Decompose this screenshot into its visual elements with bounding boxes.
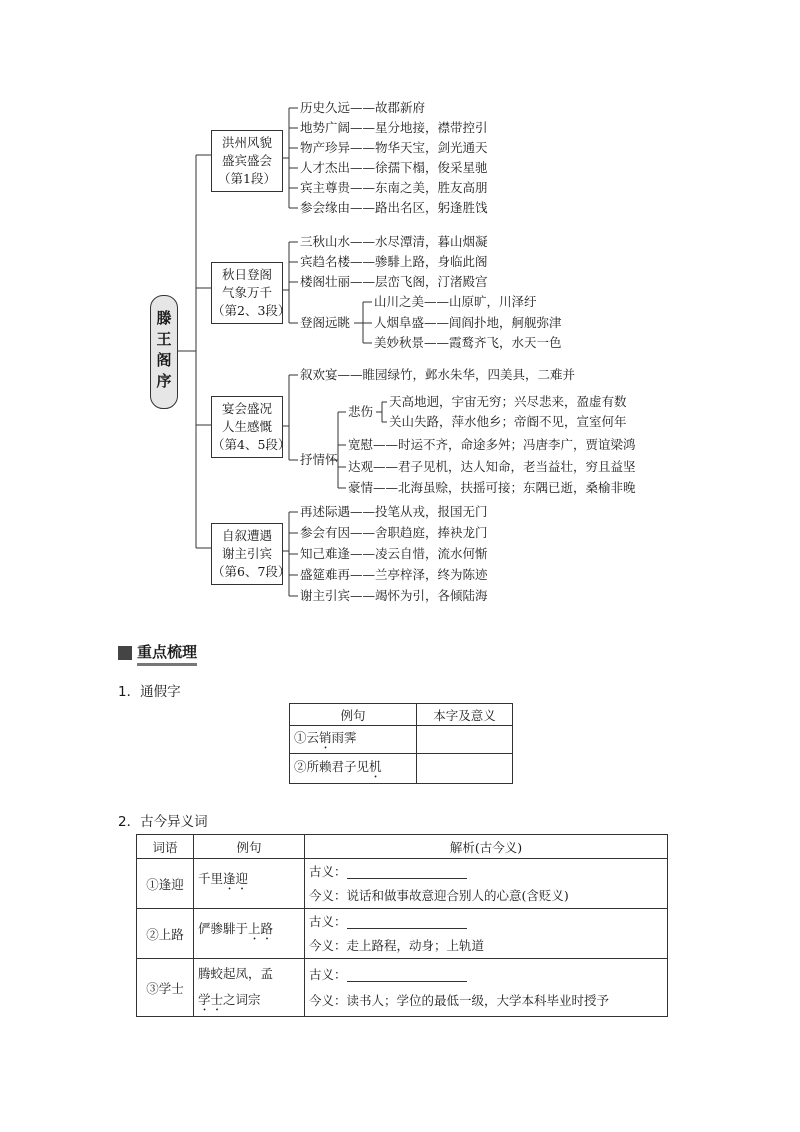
q1-text: ②所赖君子见	[294, 758, 370, 774]
q2-text: 俨骖騑于	[198, 921, 249, 936]
q1-text: ①云	[294, 729, 320, 745]
section-label-line: 气象万千	[221, 285, 272, 300]
q1-text: 雨霁	[331, 729, 357, 745]
section-label-line: （第6、7段）	[212, 564, 291, 579]
leaf-item: 叙欢宴——睢园绿竹，邺水朱华，四美具，二难并	[300, 367, 576, 382]
q2-dotted-char: 士	[210, 992, 224, 1007]
q2-text: 之词宗	[223, 992, 261, 1007]
root-title: 滕王阁序	[154, 310, 173, 394]
leaf-item: 历史久远——故郡新府	[300, 100, 426, 115]
section-heading-text: 重点梳理	[137, 641, 197, 666]
q1-dotted-char: 销	[319, 729, 332, 745]
q1-cell	[290, 726, 417, 754]
q2-text: 腾蛟起凤，孟	[198, 966, 274, 981]
q2-example	[194, 859, 305, 909]
section-box-3	[211, 396, 291, 458]
q2-title: 2．古今异义词	[118, 814, 208, 830]
leaf-item: 宾主尊贵——东南之美，胜友高朋	[300, 180, 488, 195]
section-label-line: 人生感慨	[221, 419, 272, 434]
modern-meaning: 今义：走上路程，动身；上轨道	[309, 937, 485, 953]
q1-table	[289, 703, 513, 784]
answer-blank[interactable]	[347, 916, 467, 929]
leaf-item: 抒情怀	[300, 452, 338, 467]
sub-item: 美妙秋景——霞鹜齐飞，水天一色	[374, 335, 562, 350]
leaf-item: 谢主引宾——竭怀为引，各倾陆海	[300, 588, 488, 603]
q2-dotted-char: 学	[198, 992, 211, 1007]
section-label-line: 谢主引宾	[221, 546, 272, 561]
q2-header: 词语	[137, 835, 194, 859]
section-heading	[118, 643, 197, 663]
q2-example	[194, 959, 305, 1017]
q2-example	[194, 909, 305, 959]
sub-item: 豪情——北海虽赊，扶摇可接；东隅已逝，桑榆非晚	[348, 480, 636, 495]
sub-item: 达观——君子见机，达人知命，老当益壮，穷且益坚	[348, 459, 636, 474]
sub-item: 悲伤	[348, 404, 374, 419]
section-label-line: 秋日登阁	[221, 267, 272, 282]
leaf-item: 再述际遇——投笔从戎，报国无门	[300, 504, 488, 519]
q1-cell	[290, 754, 417, 784]
leaf-item: 登阁远眺	[300, 315, 351, 330]
ancient-label: 古义：	[309, 966, 347, 982]
sub-item: 山川之美——山原旷，川泽纡	[374, 294, 537, 309]
q2-analysis	[305, 859, 668, 909]
section-label-line: 洪州风貌	[221, 135, 272, 150]
leaf-item: 物产珍异——物华天宝，剑光通天	[300, 140, 488, 155]
q1-answer-cell[interactable]	[417, 754, 513, 784]
q2-dotted-word: 逢迎	[223, 871, 249, 886]
section-box-4	[211, 523, 291, 585]
ancient-label: 古义：	[309, 863, 347, 879]
section-label-line: （第4、5段）	[212, 437, 291, 452]
q2-text: 千里	[198, 871, 224, 886]
q2-table	[136, 834, 668, 1017]
leaf-item: 宾趋名楼——骖騑上路，身临此阁	[300, 254, 488, 269]
q2-word: ③学士	[137, 959, 194, 1017]
q2-word: ①逢迎	[137, 859, 194, 909]
leaf-item: 知己难逢——凌云自惜，流水何惭	[300, 546, 488, 561]
q2-analysis	[305, 959, 668, 1017]
section-label-line: （第1段）	[218, 171, 276, 186]
q1-dotted-char: 机	[369, 758, 382, 774]
leaf-item: 人才杰出——徐孺下榻，俊采星驰	[300, 160, 488, 175]
section-label-line: 盛宾盛会	[221, 153, 272, 168]
q2-analysis	[305, 909, 668, 959]
leaf-item: 盛筵难再——兰亭梓泽，终为陈迹	[300, 567, 488, 582]
answer-blank[interactable]	[347, 969, 467, 982]
leaf-item: 参会有因——舍职趋庭，捧袂龙门	[300, 525, 488, 540]
q1-answer-cell[interactable]	[417, 726, 513, 754]
q1-header: 例句	[290, 704, 417, 726]
mindmap-root	[150, 295, 178, 409]
leaf-item: 楼阁壮丽——层峦飞阁，汀渚殿宫	[300, 274, 488, 289]
ancient-label: 古义：	[309, 913, 347, 929]
heading-marker-icon	[118, 646, 132, 660]
q2-header: 解析(古今义)	[305, 835, 668, 859]
q2-header: 例句	[194, 835, 305, 859]
section-label-line: 宴会盛况	[221, 401, 272, 416]
subsub-item: 天高地迥，宇宙无穷；兴尽悲来，盈虚有数	[389, 394, 627, 409]
leaf-item: 参会缘由——路出名区，躬逢胜饯	[300, 200, 488, 215]
sub-item: 宽慰——时运不齐，命途多舛；冯唐李广，贾谊梁鸿	[348, 437, 636, 452]
modern-meaning: 今义：读书人；学位的最低一级，大学本科毕业时授予	[309, 992, 610, 1008]
section-box-2	[211, 262, 291, 324]
section-box-1	[211, 130, 283, 192]
leaf-item: 三秋山水——水尽潭清，暮山烟凝	[300, 234, 488, 249]
section-label-line: 自叙遭遇	[221, 528, 272, 543]
modern-meaning: 今义：说话和做事故意迎合别人的心意(含贬义)	[309, 887, 569, 903]
section-label-line: （第2、3段）	[212, 303, 291, 318]
answer-blank[interactable]	[347, 866, 467, 879]
q1-title: 1．通假字	[118, 684, 181, 700]
leaf-item: 地势广阔——星分地接，襟带控引	[300, 120, 488, 135]
sub-item: 人烟阜盛——闾阎扑地，舸舰弥津	[374, 315, 562, 330]
q1-header: 本字及意义	[417, 704, 513, 726]
q2-word: ②上路	[137, 909, 194, 959]
q2-dotted-word: 上路	[248, 921, 274, 936]
subsub-item: 关山失路，萍水他乡；帝阍不见，宣室何年	[389, 414, 627, 429]
